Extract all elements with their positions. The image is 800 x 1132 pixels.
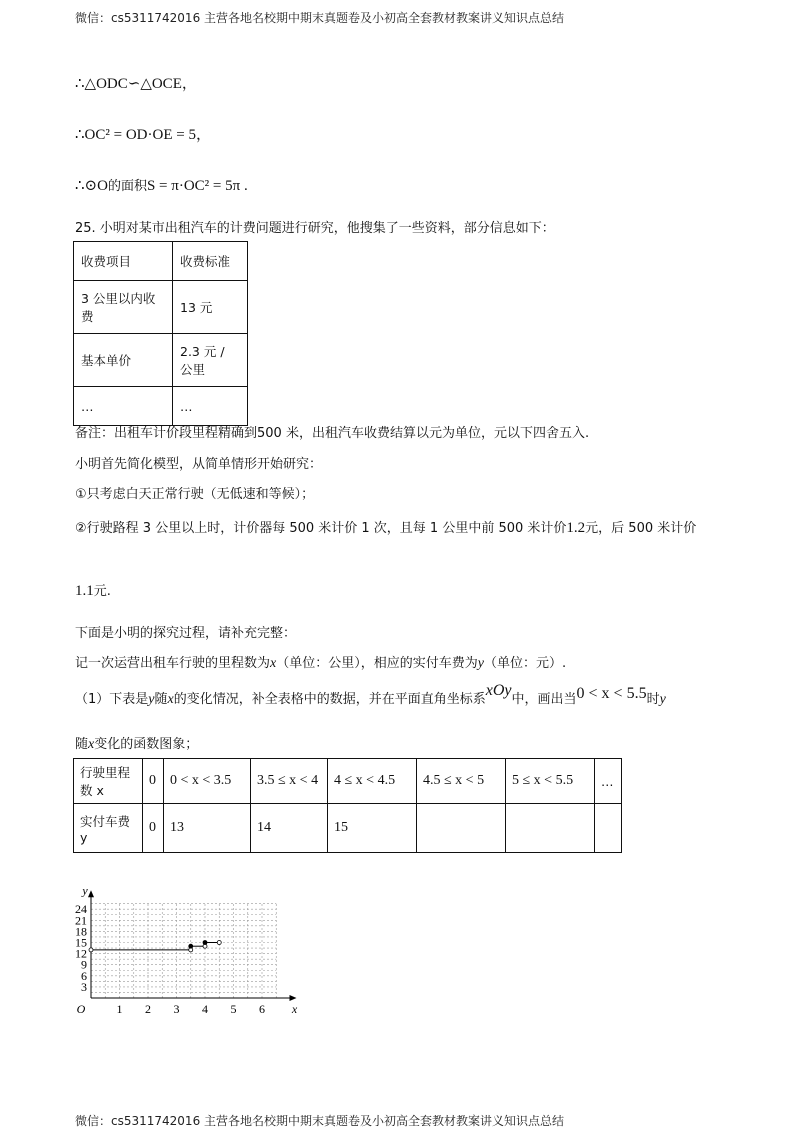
x-tick-label: 6	[259, 1002, 265, 1016]
define-part-a: 记一次运营出租车行驶的里程数为	[75, 656, 271, 671]
define-line	[75, 652, 566, 672]
explore-line: 下面是小明的探究过程，请补充完整：	[75, 626, 297, 641]
fee-cell: 13 元	[173, 281, 248, 334]
q1-part-e: 时	[646, 692, 660, 707]
table-row	[74, 242, 248, 281]
data-table	[73, 758, 622, 853]
table-row	[74, 759, 622, 804]
table-cell	[417, 804, 506, 853]
define-y: y	[477, 656, 484, 671]
define-part-c: （单位：元）.	[483, 656, 567, 671]
graph-grid	[91, 904, 276, 998]
y-tick-label: 18	[75, 924, 87, 939]
x-tick-label: 4	[202, 1002, 208, 1016]
q1-part-a: （1）下表是	[75, 692, 149, 707]
segment-start-point	[203, 941, 207, 945]
condition-2-part-c: 元.	[93, 584, 111, 599]
segment-start-point	[89, 948, 93, 952]
x-axis-arrow	[290, 995, 297, 1001]
condition-2	[75, 517, 696, 537]
q1-2-part-b: 变化的函数图象；	[94, 737, 199, 752]
table-cell	[595, 804, 622, 853]
proof-line-3	[75, 175, 248, 195]
y-tick-label: 6	[81, 968, 87, 983]
condition-2-value-1: 1.2	[566, 520, 586, 536]
q1-2-x: x	[88, 737, 95, 752]
table-row	[74, 804, 622, 853]
y-axis-arrow	[88, 890, 94, 897]
q1-range: 0 < x < 5.5	[576, 685, 647, 702]
q1-part-b: 随	[154, 692, 168, 707]
fee-cell: 2.3 元 / 公里	[173, 334, 248, 387]
q1-2-part-a: 随	[75, 737, 89, 752]
table-row	[74, 334, 248, 387]
x-tick-label: 3	[173, 1002, 180, 1016]
page-header: 微信：cs5311742016 主营各地名校期中期末真题卷及小初高全套教材教案讲义知识点总结	[75, 11, 565, 25]
y-tick-label: 21	[75, 913, 87, 928]
table-cell: 5 ≤ x < 5.5	[506, 759, 595, 804]
page-footer: 微信：cs5311742016 主营各地名校期中期末真题卷及小初高全套教材教案讲义知识点总结	[75, 1114, 565, 1128]
y-axis-label: y	[82, 883, 88, 898]
question-1-line-2	[75, 733, 198, 753]
proof-line-1: ∴△ODC∽△OCE，	[75, 76, 197, 92]
x-tick-label: 1	[116, 1002, 123, 1016]
q1-y-2: y	[659, 692, 666, 707]
condition-2-value-2: 1.1	[75, 583, 94, 599]
q1-y: y	[148, 692, 155, 707]
table-cell: 0 < x < 3.5	[164, 759, 251, 804]
fee-header-item: 收费项目	[74, 242, 173, 281]
simplify-line: 小明首先简化模型，从简单情形开始研究：	[75, 457, 323, 472]
q1-coordinate-system: xOy	[485, 682, 512, 699]
y-tick-label: 12	[75, 946, 87, 961]
table-cell: 13	[164, 804, 251, 853]
condition-2-continued	[75, 580, 111, 600]
row-label-distance: 行驶里程数 x	[74, 759, 143, 804]
condition-1: ①只考虑白天正常行驶（无低速和等候）；	[75, 487, 315, 502]
fee-cell: 基本单价	[74, 334, 173, 387]
y-tick-label: 15	[75, 935, 87, 950]
q1-x: x	[167, 692, 174, 707]
proof-line-3-math: S = π·OC² = 5π .	[146, 178, 248, 194]
segment-start-point	[189, 944, 193, 948]
fee-cell: 3 公里以内收费	[74, 281, 173, 334]
q1-part-d: 中，画出当	[511, 692, 577, 707]
coordinate-graph	[60, 860, 300, 1020]
condition-2-part-b: 元，后 500 米计价	[585, 521, 697, 536]
table-cell: 0	[143, 804, 164, 853]
y-tick-label: 3	[81, 979, 87, 994]
x-axis-label: x	[291, 1002, 298, 1016]
origin-label: O	[76, 1002, 86, 1016]
proof-line-3-mid: 的面积	[107, 179, 147, 194]
q1-part-c: 的变化情况，补全表格中的数据，并在平面直角坐标系	[173, 692, 486, 707]
problem-intro: 25. 小明对某市出租汽车的计费问题进行研究，他搜集了一些资料，部分信息如下：	[75, 221, 555, 236]
fee-cell: …	[173, 387, 248, 426]
table-row	[74, 281, 248, 334]
fee-table	[73, 241, 248, 426]
proof-line-3-prefix: ∴⊙O	[75, 178, 108, 194]
question-1-line	[75, 682, 666, 708]
condition-2-part-a: ②行驶路程 3 公里以上时，计价器每 500 米计价 1 次，且每 1 公里中前 500 米计价	[75, 521, 567, 536]
table-cell: 0	[143, 759, 164, 804]
table-cell: 14	[251, 804, 328, 853]
fee-cell: …	[74, 387, 173, 426]
segment-end-point	[217, 941, 221, 945]
table-cell: 4.5 ≤ x < 5	[417, 759, 506, 804]
define-x: x	[270, 656, 277, 671]
x-tick-label: 2	[145, 1002, 151, 1016]
table-cell: 3.5 ≤ x < 4	[251, 759, 328, 804]
fee-header-standard: 收费标准	[173, 242, 248, 281]
table-cell: …	[595, 759, 622, 804]
table-cell: 15	[328, 804, 417, 853]
note-line: 备注：出租车计价段里程精确到500 米，出租汽车收费结算以元为单位，元以下四舍五入.	[75, 426, 590, 441]
proof-line-2: ∴OC² = OD·OE = 5，	[75, 127, 211, 143]
x-tick-label: 5	[230, 1002, 237, 1016]
row-label-fare: 实付车费 y	[74, 804, 143, 853]
table-cell	[506, 804, 595, 853]
table-cell: 4 ≤ x < 4.5	[328, 759, 417, 804]
y-tick-label: 24	[75, 902, 87, 917]
y-tick-label: 9	[81, 957, 87, 972]
table-row	[74, 387, 248, 426]
define-part-b: （单位：公里），相应的实付车费为	[276, 656, 478, 671]
